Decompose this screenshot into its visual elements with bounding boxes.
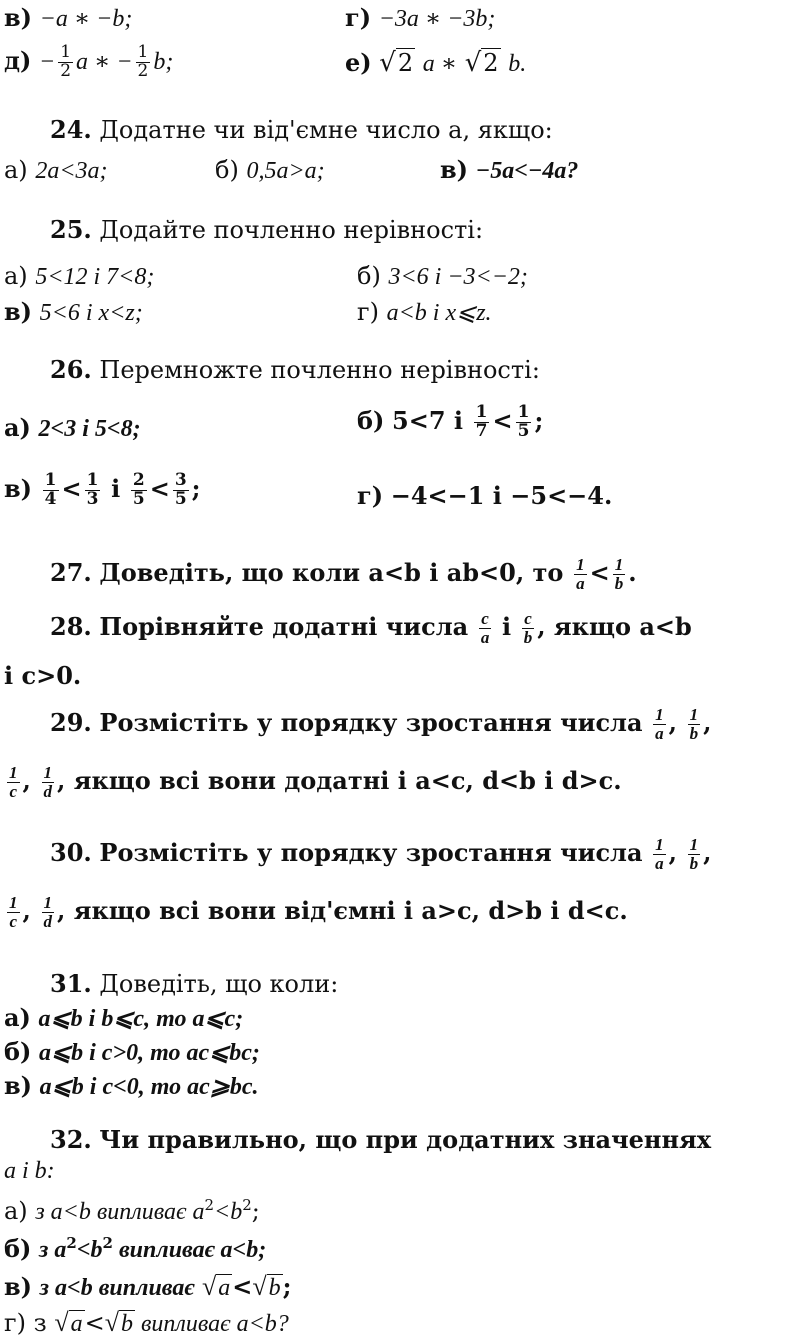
exercise-24-b xyxy=(215,158,325,183)
fraction-one-over-a xyxy=(653,836,666,873)
exercise-31-b xyxy=(4,1037,260,1066)
exercise-32-b xyxy=(4,1236,266,1262)
fraction-one-half xyxy=(58,44,73,81)
denominator: 5 xyxy=(174,488,187,509)
fraction-one-over-c xyxy=(7,764,20,801)
expression: з a xyxy=(39,1237,67,1263)
exercise-text: Доведіть, що коли: xyxy=(99,970,339,998)
item-label: в) xyxy=(440,155,469,184)
item-label: б) xyxy=(4,1234,32,1263)
exercise-29: 29. Розмістіть у порядку зростання числа $\frac{1}{a}$ , $\frac{1}{b}$ , xyxy=(50,705,712,743)
exercise-text: Чи правильно, що при додатних значеннях xyxy=(99,1125,712,1154)
exercise-30: 30. Розмістіть у порядку зростання числа $\frac{1}{a}$ , $\frac{1}{b}$ , xyxy=(50,835,712,873)
expression: −5a<−4a? xyxy=(475,158,579,184)
sqrt: √b xyxy=(252,1272,281,1301)
exercise-26-d xyxy=(357,481,613,510)
expression: a⩽b і c<0, то ac⩾bc. xyxy=(39,1074,259,1100)
exercise-25-d xyxy=(357,300,492,325)
exponent: 2 xyxy=(66,1234,77,1252)
exercise-26-title xyxy=(50,355,540,384)
sqrt: √b xyxy=(104,1308,133,1337)
expression: a⩽b і b⩽c, то a⩽c; xyxy=(38,1006,244,1032)
row1-left xyxy=(4,3,133,32)
numerator: c xyxy=(481,609,489,628)
exercise-number: 28. xyxy=(50,611,92,641)
exercise-text: Перемножте почленно нерівності: xyxy=(99,356,540,384)
minus-sign: − xyxy=(39,48,56,75)
denominator: 5 xyxy=(517,420,530,441)
fraction-c-over-a xyxy=(479,610,492,647)
expression: з a<b випливає xyxy=(39,1275,195,1301)
exercise-text: Додайте почленно нерівності: xyxy=(99,216,484,244)
exercise-number: 32. xyxy=(50,1125,92,1154)
radicand: a xyxy=(70,1311,83,1337)
numerator: 2 xyxy=(132,470,145,490)
expression: a⩽b і c>0, то ac⩽bc; xyxy=(39,1040,260,1066)
sqrt: √a xyxy=(201,1272,231,1301)
numerator: 1 xyxy=(655,835,664,854)
fraction-one-quarter xyxy=(43,472,59,509)
denominator: a xyxy=(576,573,585,593)
exercise-32-title xyxy=(50,1125,712,1154)
numerator: 1 xyxy=(689,835,699,854)
denominator: b xyxy=(689,853,699,873)
item-label: г) xyxy=(357,298,379,326)
exercise-32-a xyxy=(4,1198,260,1224)
fraction-one-over-a xyxy=(653,706,666,743)
exercise-26-b: б) 5<7 і $\frac{1}{7}$ < $\frac{1}{5}$ ; xyxy=(357,402,544,441)
less-than: < xyxy=(232,1272,253,1301)
exercise-24-a xyxy=(4,158,108,183)
item-label: г) xyxy=(357,481,384,510)
expression: випливає a<b? xyxy=(134,1311,289,1337)
item-label: д) xyxy=(4,45,32,75)
fraction-one-over-d xyxy=(42,764,55,801)
exercise-26-c: в) $\frac{1}{4}$ < $\frac{1}{3}$ і $\frac{2}{5}$ < $\frac{3}{5}$ ; xyxy=(4,470,201,509)
numerator: 1 xyxy=(689,705,699,724)
exercise-number: 30. xyxy=(50,837,92,867)
radicand: a xyxy=(218,1275,231,1301)
item-label: а) xyxy=(4,262,28,290)
fraction-one-over-d xyxy=(42,894,55,931)
denominator: 3 xyxy=(86,488,99,509)
exercise-24-title xyxy=(50,115,553,144)
denominator: a xyxy=(480,627,490,647)
denominator: c xyxy=(9,781,18,801)
numerator: 1 xyxy=(9,763,18,782)
punctuation: ; xyxy=(282,1272,292,1301)
numerator: 1 xyxy=(44,470,57,490)
sqrt: √2 xyxy=(464,48,499,78)
denominator: b xyxy=(614,573,624,593)
exercise-26-a xyxy=(4,413,141,442)
row1-right xyxy=(345,3,496,32)
exercise-text: Розмістіть у порядку зростання числа xyxy=(99,707,643,737)
exercise-31-c xyxy=(4,1071,259,1100)
exercise-31-a xyxy=(4,1003,244,1032)
exercise-25-c xyxy=(4,297,143,326)
expression: 3<6 і −3<−2; xyxy=(388,264,528,290)
fraction-one-over-b xyxy=(688,836,701,873)
exercise-27: 27. Доведіть, що коли a<b і ab<0, то $\frac{1}{a}$ < $\frac{1}{b}$ . xyxy=(50,555,637,593)
expression: 5<6 і x<z; xyxy=(39,300,143,326)
item-label: в) xyxy=(4,1272,33,1301)
expression: b. xyxy=(508,51,527,77)
expression: −4<−1 і −5<−4. xyxy=(390,481,613,510)
exercise-32-d xyxy=(4,1310,289,1336)
radicand: 2 xyxy=(483,49,499,77)
exercise-number: 27. xyxy=(50,557,92,587)
item-label: б) xyxy=(215,156,239,184)
radicand: b xyxy=(268,1275,281,1301)
exercise-text: Розмістіть у порядку зростання числа xyxy=(99,837,643,867)
expression: 2a<3a; xyxy=(35,158,108,184)
denominator: 5 xyxy=(132,488,145,509)
numerator: 1 xyxy=(576,555,585,574)
denominator: 7 xyxy=(475,420,488,441)
exercise-32-title-cont xyxy=(4,1158,55,1183)
numerator: c xyxy=(524,609,532,628)
item-label: в) xyxy=(4,1071,33,1100)
expression: <b xyxy=(214,1199,243,1225)
denominator: b xyxy=(523,627,533,647)
exercise-24-c xyxy=(440,155,579,184)
item-label: е) xyxy=(345,48,372,77)
numerator: 1 xyxy=(475,402,488,422)
numerator: 1 xyxy=(517,402,530,422)
fraction-three-fifths xyxy=(173,472,189,509)
item-label: а) xyxy=(4,1197,28,1225)
denominator: d xyxy=(43,781,52,801)
conjunction: і xyxy=(501,611,512,641)
numerator: 1 xyxy=(137,42,149,62)
expression: −a ∗ −b; xyxy=(39,6,133,32)
exercise-number: 31. xyxy=(50,969,92,998)
exercise-28 xyxy=(50,610,692,647)
sqrt: √2 xyxy=(379,48,414,78)
fraction-one-third xyxy=(85,472,101,509)
expression: 5<12 і 7<8; xyxy=(35,264,155,290)
expression: з xyxy=(33,1309,47,1337)
item-label: г) xyxy=(4,1309,26,1337)
fraction-one-fifth xyxy=(516,404,532,441)
exercise-number: 29. xyxy=(50,707,92,737)
denominator: a xyxy=(655,723,664,743)
exercise-text: Додатне чи від'ємне число a, якщо: xyxy=(99,116,553,144)
fraction-one-seventh xyxy=(474,404,490,441)
exercise-25-b xyxy=(357,264,528,289)
item-label: а) xyxy=(4,413,31,442)
exercise-25-title xyxy=(50,215,484,244)
condition: , якщо a<b xyxy=(537,611,692,641)
exercise-29-cont: $\frac{1}{c}$ , $\frac{1}{d}$ , якщо всі вони додатні і a<c, d<b і d>c. xyxy=(9,763,622,801)
fraction-one-over-b xyxy=(613,556,626,593)
less-than: < xyxy=(149,473,170,503)
exercise-text: , якщо всі вони від'ємні і a>c, d>b і d<c. xyxy=(57,895,628,925)
expression: 0,5a>a; xyxy=(246,158,325,184)
exercise-25-a xyxy=(4,264,154,289)
exercise-text: Доведіть, що коли a<b і ab<0, то xyxy=(99,557,564,587)
fraction-one-over-b xyxy=(688,706,701,743)
fraction-two-fifths xyxy=(131,472,147,509)
exercise-text: Порівняйте додатні числа xyxy=(99,611,469,641)
numerator: 3 xyxy=(174,470,187,490)
radicand: b xyxy=(120,1311,133,1337)
numerator: 1 xyxy=(655,705,664,724)
expression: a ∗ xyxy=(422,51,458,77)
expression: a ∗ − xyxy=(76,48,133,75)
less-than: < xyxy=(84,1309,105,1337)
expression: b; xyxy=(153,48,174,75)
expression: 5<7 і xyxy=(392,405,463,435)
numerator: 1 xyxy=(43,893,52,912)
exercise-text: і c>0. xyxy=(4,661,82,690)
item-label: в) xyxy=(4,3,33,32)
item-label: в) xyxy=(4,473,33,503)
numerator: 1 xyxy=(614,555,624,574)
denominator: a xyxy=(655,853,664,873)
denominator: c xyxy=(9,911,18,931)
exercise-32-c xyxy=(4,1274,291,1300)
numerator: 1 xyxy=(43,763,52,782)
less-than: < xyxy=(492,405,513,435)
exercise-28-cont xyxy=(4,661,82,690)
item-label: б) xyxy=(357,405,385,435)
radicand: 2 xyxy=(397,49,414,77)
denominator: 2 xyxy=(137,60,149,81)
exponent: 2 xyxy=(242,1196,252,1214)
item-label: б) xyxy=(357,262,381,290)
exponent: 2 xyxy=(102,1234,113,1252)
expression: <b xyxy=(76,1237,103,1263)
exercise-text: a і b: xyxy=(4,1158,55,1184)
exercise-number: 24. xyxy=(50,115,92,144)
exercise-number: 26. xyxy=(50,355,92,384)
fraction-one-half xyxy=(136,44,151,81)
less-than: < xyxy=(589,557,610,587)
item-label: г) xyxy=(345,3,372,32)
denominator: 4 xyxy=(44,488,57,509)
expression: −3a ∗ −3b; xyxy=(378,6,496,32)
exercise-31-title xyxy=(50,969,339,998)
numerator: 1 xyxy=(9,893,18,912)
punctuation: ; xyxy=(251,1197,260,1225)
fraction-one-over-c xyxy=(7,894,20,931)
expression: з a<b випливає a xyxy=(35,1199,205,1225)
expression: a<b і x⩽z. xyxy=(386,300,492,326)
numerator: 1 xyxy=(60,42,72,62)
fraction-c-over-b xyxy=(522,610,535,647)
expression: випливає a<b; xyxy=(112,1237,267,1263)
expression: 2<3 і 5<8; xyxy=(38,416,141,442)
exercise-number: 25. xyxy=(50,215,92,244)
exercise-text: , якщо всі вони додатні і a<c, d<b і d>c. xyxy=(57,765,622,795)
exercise-30-cont: $\frac{1}{c}$ , $\frac{1}{d}$ , якщо всі вони від'ємні і a>c, d>b і d<c. xyxy=(9,893,628,931)
denominator: b xyxy=(689,723,699,743)
item-label: а) xyxy=(4,156,28,184)
fraction-one-over-a xyxy=(574,556,587,593)
sqrt: √a xyxy=(54,1308,83,1337)
item-label: а) xyxy=(4,1003,31,1032)
item-label: в) xyxy=(4,297,33,326)
row2-left xyxy=(4,44,173,81)
item-label: б) xyxy=(4,1037,32,1066)
denominator: d xyxy=(43,911,52,931)
exponent: 2 xyxy=(204,1196,215,1214)
denominator: 2 xyxy=(60,60,72,81)
less-than: < xyxy=(61,473,82,503)
numerator: 1 xyxy=(86,470,99,490)
row2-right xyxy=(345,50,526,76)
